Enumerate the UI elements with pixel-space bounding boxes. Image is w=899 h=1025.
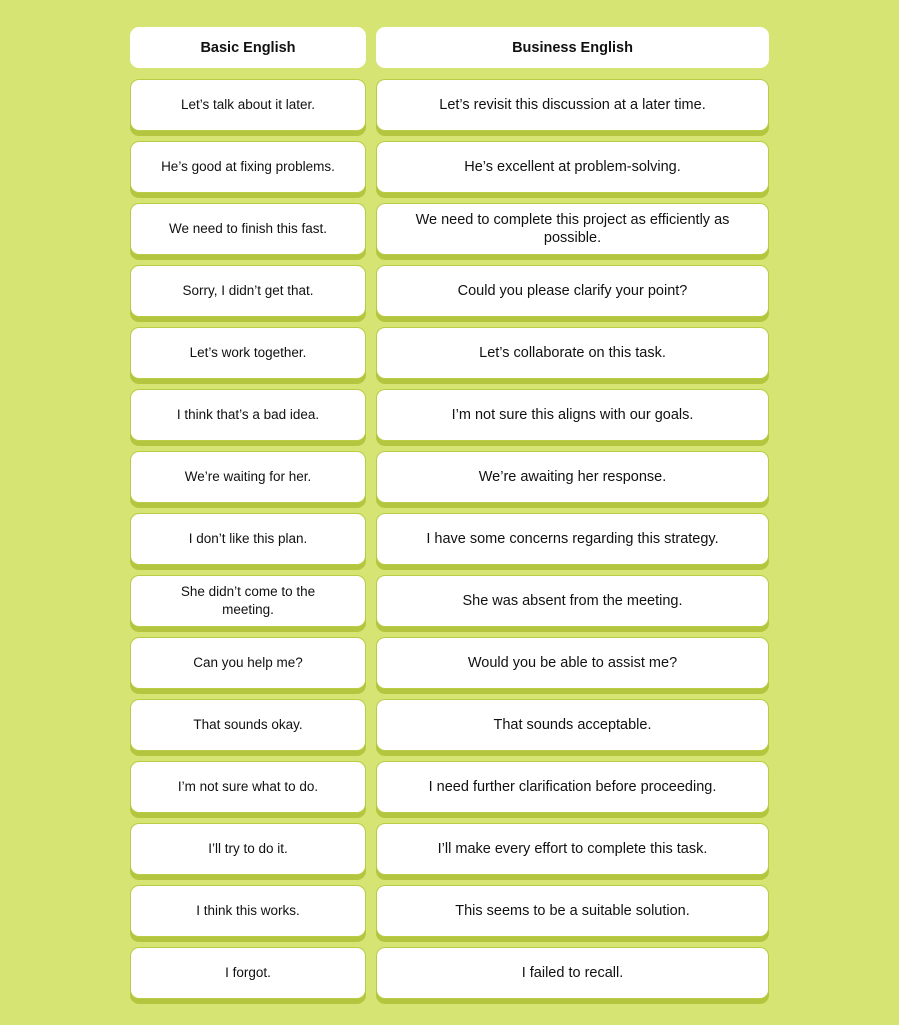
basic-phrase-cell: I think that’s a bad idea.	[130, 389, 366, 441]
table-row	[130, 203, 769, 255]
table-row	[130, 389, 769, 441]
business-phrase-cell: Let’s revisit this discussion at a later time.	[376, 79, 769, 131]
basic-phrase-cell: He’s good at fixing problems.	[130, 141, 366, 193]
business-phrase-cell: I failed to recall.	[376, 947, 769, 999]
business-phrase-cell: I need further clarification before proceeding.	[376, 761, 769, 813]
business-phrase-cell: I’m not sure this aligns with our goals.	[376, 389, 769, 441]
basic-phrase-cell: Let’s work together.	[130, 327, 366, 379]
basic-phrase-cell: She didn’t come to the meeting.	[130, 575, 366, 627]
table-row	[130, 947, 769, 999]
business-phrase-cell: Could you please clarify your point?	[376, 265, 769, 317]
basic-phrase-cell: I’m not sure what to do.	[130, 761, 366, 813]
basic-phrase-cell: I forgot.	[130, 947, 366, 999]
table-header	[130, 27, 769, 68]
table-row	[130, 885, 769, 937]
basic-phrase-cell: Can you help me?	[130, 637, 366, 689]
basic-phrase-cell: We’re waiting for her.	[130, 451, 366, 503]
header-basic-english: Basic English	[130, 27, 366, 68]
business-phrase-cell: We need to complete this project as efficiently as possible.	[376, 203, 769, 255]
table-row	[130, 761, 769, 813]
business-phrase-cell: I have some concerns regarding this strategy.	[376, 513, 769, 565]
business-phrase-cell: He’s excellent at problem-solving.	[376, 141, 769, 193]
basic-phrase-cell: I don’t like this plan.	[130, 513, 366, 565]
table-row	[130, 451, 769, 503]
comparison-table	[130, 27, 769, 1009]
basic-phrase-cell: I think this works.	[130, 885, 366, 937]
basic-phrase-cell: We need to finish this fast.	[130, 203, 366, 255]
table-row	[130, 823, 769, 875]
table-row	[130, 265, 769, 317]
business-phrase-cell: That sounds acceptable.	[376, 699, 769, 751]
table-row	[130, 513, 769, 565]
business-phrase-cell: Let’s collaborate on this task.	[376, 327, 769, 379]
basic-phrase-cell: That sounds okay.	[130, 699, 366, 751]
table-row	[130, 327, 769, 379]
header-business-english: Business English	[376, 27, 769, 68]
business-phrase-cell: Would you be able to assist me?	[376, 637, 769, 689]
basic-phrase-cell: Sorry, I didn’t get that.	[130, 265, 366, 317]
table-row	[130, 699, 769, 751]
table-row	[130, 575, 769, 627]
basic-phrase-cell: I’ll try to do it.	[130, 823, 366, 875]
business-phrase-cell: We’re awaiting her response.	[376, 451, 769, 503]
business-phrase-cell: This seems to be a suitable solution.	[376, 885, 769, 937]
table-row	[130, 79, 769, 131]
business-phrase-cell: I’ll make every effort to complete this task.	[376, 823, 769, 875]
basic-phrase-cell: Let’s talk about it later.	[130, 79, 366, 131]
table-row	[130, 637, 769, 689]
table-row	[130, 141, 769, 193]
business-phrase-cell: She was absent from the meeting.	[376, 575, 769, 627]
